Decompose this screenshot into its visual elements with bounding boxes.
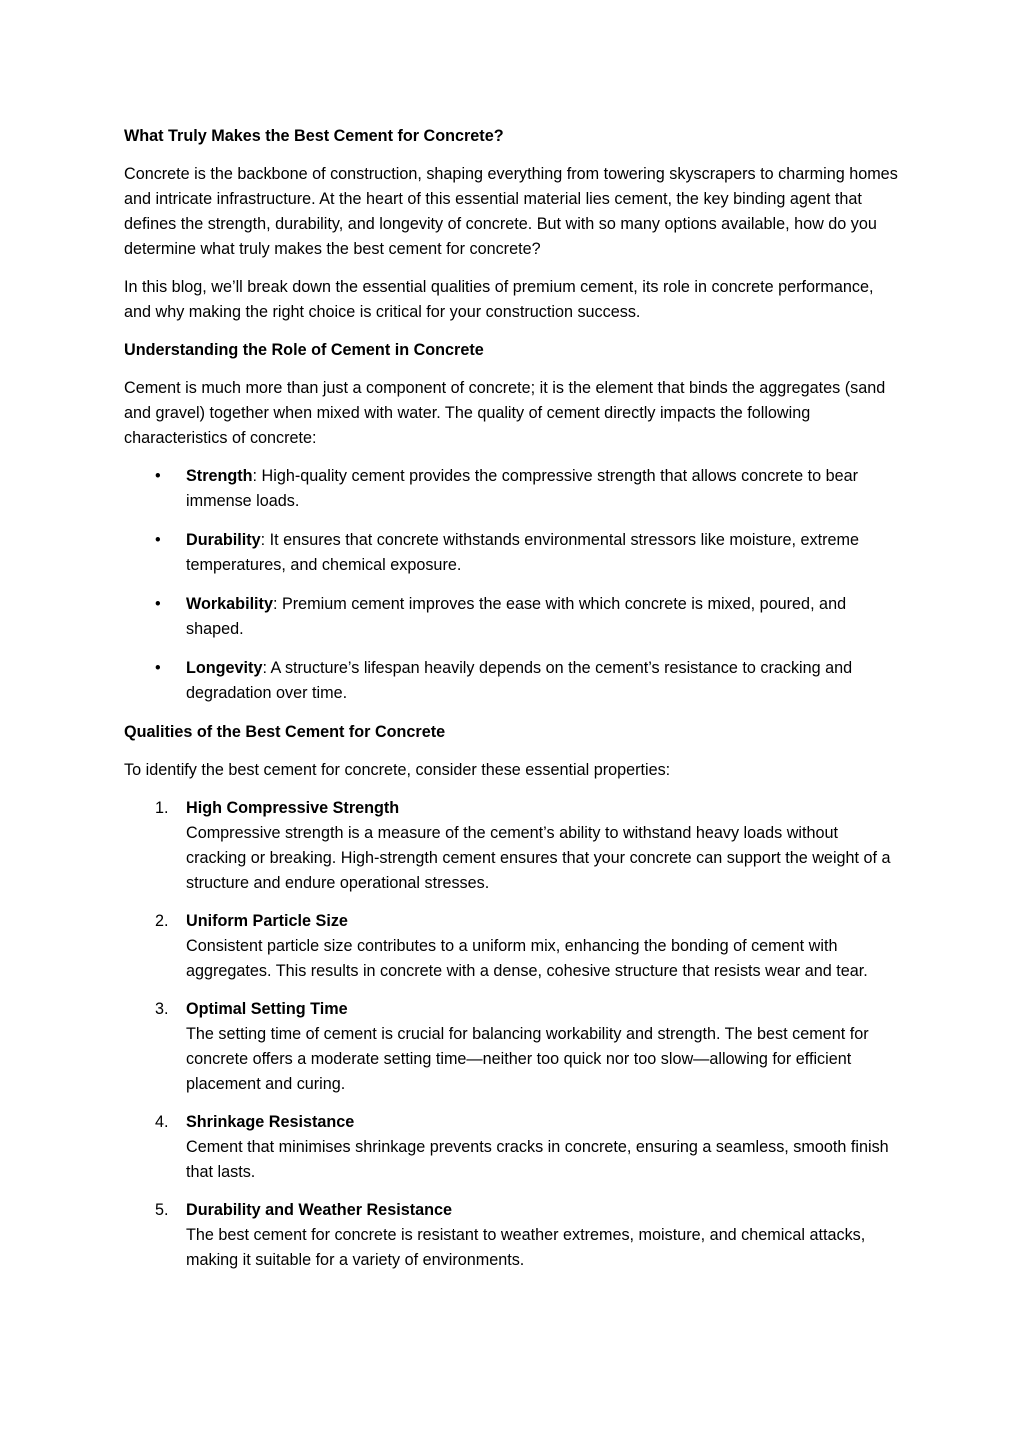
characteristics-list (124, 464, 900, 706)
list-item-term: Workability (186, 595, 273, 613)
section-heading-qualities: Qualities of the Best Cement for Concrete (124, 723, 446, 741)
list-item (124, 592, 900, 642)
list-item (124, 464, 900, 514)
list-item-text: : High-quality cement provides the compressive strength that allows concrete to bear immense loads. (186, 467, 859, 510)
list-item (124, 528, 900, 578)
list-item-text: : Premium cement improves the ease with which concrete is mixed, poured, and shaped. (186, 595, 847, 638)
section-heading-role: Understanding the Role of Cement in Concrete (124, 341, 484, 359)
list-item-title: High Compressive Strength (186, 799, 400, 817)
list-number: 3. (155, 1000, 169, 1018)
bullet-marker: • (155, 595, 161, 613)
list-item-text: : A structure’s lifespan heavily depends on the cement’s resistance to cracking and degradation over time. (186, 659, 853, 702)
list-item (124, 1198, 900, 1273)
list-item-text: The setting time of cement is crucial for balancing workability and strength. The best cement for concrete offers a moderate setting time—neither too quick nor too slow—allowing for efficient placement and curing. (186, 1025, 869, 1093)
intro-paragraph-1: Concrete is the backbone of construction, shaping everything from towering skyscrapers to charming homes and intricate infrastructure. At the heart of this essential material lies cement, the key binding agent that defines the strength, durability, and longevity of concrete. But with so many options available, how do you determine what truly makes the best cement for concrete? (124, 165, 898, 258)
section-role-paragraph: Cement is much more than just a component of concrete; it is the element that binds the aggregates (sand and gravel) together when mixed with water. The quality of cement directly impacts the following characteristics of concrete: (124, 379, 886, 447)
list-item-text: The best cement for concrete is resistant to weather extremes, moisture, and chemical attacks, making it suitable for a variety of environments. (186, 1226, 866, 1269)
list-item (124, 796, 900, 896)
list-item-text: Cement that minimises shrinkage prevents cracks in concrete, ensuring a seamless, smooth finish that lasts. (186, 1138, 889, 1181)
list-item-title: Shrinkage Resistance (186, 1113, 355, 1131)
list-item-title: Uniform Particle Size (186, 912, 348, 930)
list-number: 2. (155, 912, 169, 930)
section-qualities-paragraph: To identify the best cement for concrete, consider these essential properties: (124, 761, 671, 779)
bullet-marker: • (155, 531, 161, 549)
list-item-text: Compressive strength is a measure of the cement’s ability to withstand heavy loads without cracking or breaking. High-strength cement ensures that your concrete can support the weight of a structure and endure operational stresses. (186, 824, 891, 892)
document-title: What Truly Makes the Best Cement for Concrete? (124, 127, 504, 145)
list-item (124, 997, 900, 1097)
intro-paragraph-2: In this blog, we’ll break down the essential qualities of premium cement, its role in concrete performance, and why making the right choice is critical for your construction success. (124, 278, 874, 321)
list-number: 5. (155, 1201, 169, 1219)
qualities-list (124, 796, 900, 1273)
list-item (124, 909, 900, 984)
list-item (124, 1110, 900, 1185)
bullet-marker: • (155, 467, 161, 485)
list-number: 4. (155, 1113, 169, 1131)
list-item-term: Strength (186, 467, 253, 485)
list-item-term: Durability (186, 531, 261, 549)
list-item-text: : It ensures that concrete withstands environmental stressors like moisture, extreme temperatures, and chemical exposure. (186, 531, 859, 574)
document-page (124, 124, 900, 1286)
list-item-title: Durability and Weather Resistance (186, 1201, 452, 1219)
list-item (124, 656, 900, 706)
list-item-title: Optimal Setting Time (186, 1000, 348, 1018)
list-item-text: Consistent particle size contributes to a uniform mix, enhancing the bonding of cement with aggregates. This results in concrete with a dense, cohesive structure that resists wear and tear. (186, 937, 868, 980)
list-item-term: Longevity (186, 659, 263, 677)
bullet-marker: • (155, 659, 161, 677)
list-number: 1. (155, 799, 169, 817)
